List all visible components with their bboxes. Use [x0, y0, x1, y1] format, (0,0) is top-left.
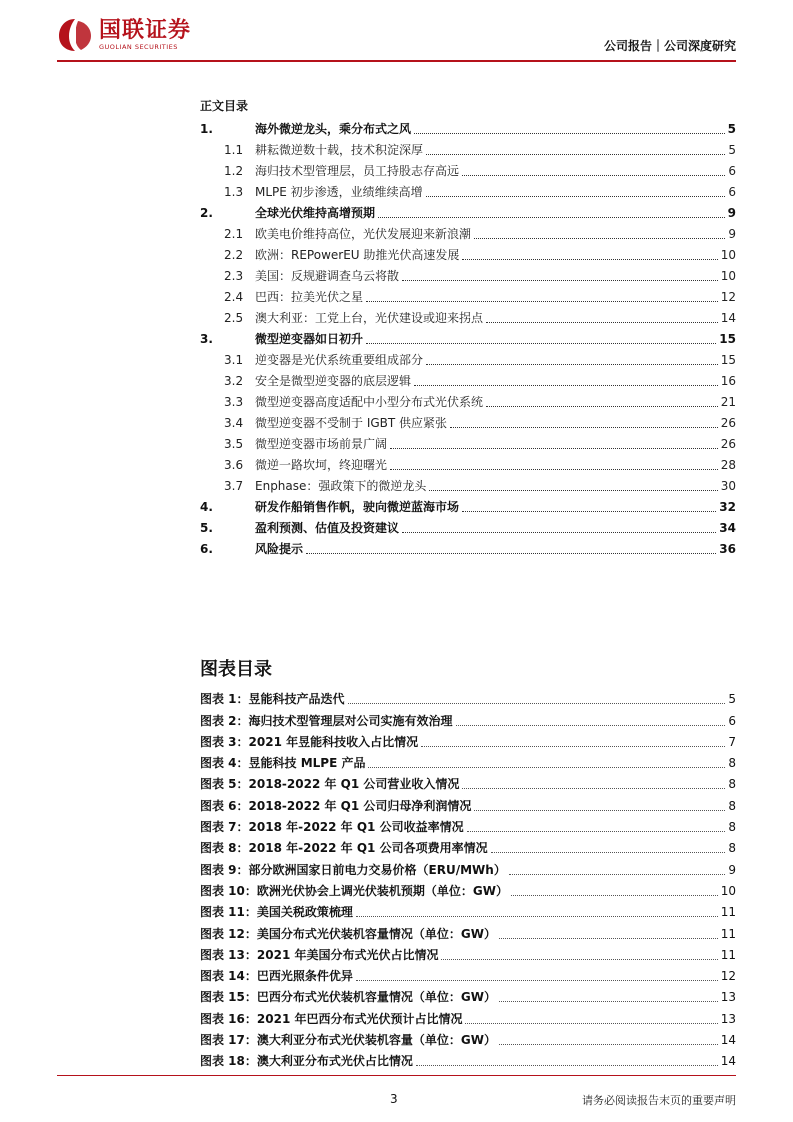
chart-entry-label: 图表 12： — [200, 926, 257, 941]
chart-entry-title: 巴西分布式光伏装机容量情况（单位：GW） — [256, 990, 496, 1005]
toc-entry[interactable] — [200, 431, 736, 452]
chart-entry-page: 5 — [728, 692, 736, 707]
toc-entry-number: 2.1 — [224, 227, 244, 241]
chart-entry-label: 图表 17： — [200, 1033, 257, 1048]
chart-entry-label: 图表 8： — [200, 841, 249, 856]
toc-entry-leader — [402, 280, 718, 281]
toc-entry-leader — [414, 133, 725, 134]
toc-entry-title: 海外微逆龙头，乘分布式之风 — [255, 122, 412, 136]
toc-entry[interactable] — [200, 389, 736, 410]
chart-entry-leader — [499, 1044, 718, 1045]
toc-entry-title: 逆变器是光伏系统重要组成部分 — [255, 353, 424, 367]
logo-chinese-name: 国联证券 — [99, 18, 192, 43]
chart-entry-page: 7 — [728, 734, 736, 749]
chart-entry-title: 2018-2022 年 Q1 公司营业收入情况 — [248, 777, 460, 792]
toc-entry[interactable] — [200, 137, 736, 158]
page-number: 3 — [390, 1092, 398, 1106]
toc-entry-leader — [462, 259, 717, 260]
toc-entry-leader — [414, 385, 718, 386]
chart-entry-title: 澳大利亚分布式光伏装机容量（单位：GW） — [256, 1033, 496, 1048]
chart-entry-title: 2018 年-2022 年 Q1 公司收益率情况 — [248, 820, 464, 835]
chart-entry-title: 巴西光照条件优异 — [256, 969, 353, 984]
toc-entry-page: 10 — [720, 269, 736, 283]
chart-index-entry[interactable] — [200, 984, 736, 1005]
chart-entry-leader — [467, 831, 726, 832]
chart-entry-leader — [368, 767, 725, 768]
toc-entry-leader — [429, 490, 717, 491]
toc-entry-leader — [378, 217, 725, 218]
disclaimer-note: 请务必阅读报告末页的重要声明 — [582, 1094, 736, 1107]
toc-entry[interactable] — [200, 494, 736, 515]
chart-entry-label: 图表 14： — [200, 969, 257, 984]
toc-entry-page: 26 — [720, 437, 736, 451]
chart-index-entry[interactable] — [200, 1048, 736, 1069]
chart-index-heading: 图表目录 — [200, 659, 272, 680]
chart-entry-page: 13 — [720, 990, 736, 1005]
chart-entry-page: 11 — [720, 926, 736, 941]
toc-entry-title: 海归技术型管理层，员工持股志存高远 — [255, 164, 460, 178]
toc-entry-leader — [486, 322, 718, 323]
toc-entry-page: 9 — [728, 227, 736, 241]
toc-entry-page: 34 — [719, 521, 736, 535]
toc-entry-page: 5 — [727, 122, 736, 136]
toc-entry-number: 3.3 — [224, 395, 244, 409]
chart-entry-page: 14 — [720, 1033, 736, 1048]
chart-index-entry[interactable] — [200, 750, 736, 771]
chart-entry-label: 图表 3： — [200, 734, 249, 749]
toc-entry[interactable] — [200, 242, 736, 263]
toc-entry-title: 欧洲：REPowerEU 助推光伏高速发展 — [255, 248, 460, 262]
toc-entry-number: 4. — [200, 500, 213, 514]
toc-entry-title: 巴西：拉美光伏之星 — [255, 290, 364, 304]
toc-entry-page: 36 — [719, 542, 736, 556]
chart-entry-title: 海归技术型管理层对公司实施有效治理 — [248, 713, 453, 728]
toc-entry-leader — [426, 196, 726, 197]
chart-entry-title: 美国关税政策梳理 — [256, 905, 353, 920]
header-divider — [57, 60, 736, 62]
toc-entry-leader — [426, 364, 718, 365]
toc-heading: 正文目录 — [200, 99, 249, 113]
chart-entry-leader — [421, 746, 725, 747]
toc-entry-leader — [462, 175, 725, 176]
chart-entry-leader — [462, 788, 725, 789]
toc-entry-title: 微逆一路坎坷，终迎曙光 — [255, 458, 388, 472]
toc-entry-number: 3.1 — [224, 353, 244, 367]
toc-entry[interactable] — [200, 116, 736, 137]
chart-index-entry[interactable] — [200, 771, 736, 792]
toc-entry-title: 美国：反规避调查乌云将散 — [255, 269, 400, 283]
toc-entry[interactable] — [200, 347, 736, 368]
toc-list — [200, 116, 736, 557]
toc-entry-leader — [474, 238, 725, 239]
chart-index-entry[interactable] — [200, 920, 736, 941]
toc-entry-title: 全球光伏维持高增预期 — [255, 206, 376, 220]
toc-entry-page: 15 — [720, 353, 736, 367]
chart-index-entry[interactable] — [200, 707, 736, 728]
chart-entry-title: 欧洲光伏协会上调光伏装机预期（单位：GW） — [256, 883, 508, 898]
toc-entry[interactable] — [200, 410, 736, 431]
toc-entry-leader — [402, 532, 716, 533]
toc-entry-title: Enphase：强政策下的微逆龙头 — [255, 479, 427, 493]
report-type: 公司报告｜公司深度研究 — [603, 39, 736, 53]
chart-index-entry[interactable] — [200, 1027, 736, 1048]
chart-entry-leader — [509, 874, 726, 875]
chart-entry-leader — [356, 980, 718, 981]
chart-entry-title: 昱能科技 MLPE 产品 — [248, 756, 366, 771]
toc-entry[interactable] — [200, 158, 736, 179]
toc-entry-leader — [390, 469, 718, 470]
toc-entry-number: 3.5 — [224, 437, 244, 451]
chart-entry-page: 12 — [720, 969, 736, 984]
chart-entry-page: 13 — [720, 1011, 736, 1026]
toc-entry[interactable] — [200, 515, 736, 536]
toc-entry-page: 9 — [727, 206, 736, 220]
toc-entry-title: 微型逆变器市场前景广阔 — [255, 437, 388, 451]
toc-entry-page: 21 — [720, 395, 736, 409]
chart-entry-page: 11 — [720, 947, 736, 962]
chart-entry-label: 图表 15： — [200, 990, 257, 1005]
chart-index-entry[interactable] — [200, 686, 736, 707]
toc-entry-number: 3.6 — [224, 458, 244, 472]
toc-entry-number: 2. — [200, 206, 213, 220]
chart-index-entry[interactable] — [200, 963, 736, 984]
toc-entry[interactable] — [200, 326, 736, 347]
toc-entry[interactable] — [200, 179, 736, 200]
toc-entry[interactable] — [200, 305, 736, 326]
company-logo — [57, 17, 191, 53]
chart-entry-page: 8 — [728, 820, 736, 835]
chart-entry-leader — [511, 895, 718, 896]
toc-entry-number: 3. — [200, 332, 213, 346]
chart-entry-page: 10 — [720, 883, 736, 898]
chart-entry-leader — [499, 1001, 718, 1002]
toc-entry-page: 28 — [720, 458, 736, 472]
toc-entry-title: 风险提示 — [255, 542, 304, 556]
chart-entry-label: 图表 1： — [200, 692, 249, 707]
chart-entry-title: 2018 年-2022 年 Q1 公司各项费用率情况 — [248, 841, 488, 856]
chart-index-entry[interactable] — [200, 1005, 736, 1026]
chart-entry-page: 8 — [728, 777, 736, 792]
chart-index-entry[interactable] — [200, 878, 736, 899]
toc-entry-number: 1.3 — [224, 185, 244, 199]
guolian-logo-icon — [57, 17, 93, 53]
chart-entry-page: 11 — [720, 905, 736, 920]
toc-entry-leader — [462, 511, 716, 512]
chart-index-entry[interactable] — [200, 792, 736, 813]
toc-entry-page: 5 — [728, 143, 736, 157]
chart-entry-leader — [499, 938, 718, 939]
toc-entry-page: 30 — [720, 479, 736, 493]
toc-entry-page: 32 — [719, 500, 736, 514]
toc-entry-title: 安全是微型逆变器的底层逻辑 — [255, 374, 412, 388]
chart-entry-page: 14 — [720, 1054, 736, 1069]
chart-index-list — [200, 686, 736, 1069]
toc-entry[interactable] — [200, 452, 736, 473]
chart-entry-label: 图表 11： — [200, 905, 257, 920]
chart-index-entry[interactable] — [200, 729, 736, 750]
chart-entry-label: 图表 5： — [200, 777, 249, 792]
chart-entry-title: 澳大利亚分布式光伏占比情况 — [256, 1054, 413, 1069]
chart-entry-page: 6 — [728, 713, 736, 728]
toc-entry[interactable] — [200, 473, 736, 494]
toc-entry-title: 研发作船销售作帆，驶向微逆蓝海市场 — [255, 500, 460, 514]
toc-entry-leader — [486, 406, 718, 407]
toc-entry-number: 2.5 — [224, 311, 244, 325]
toc-entry[interactable] — [200, 200, 736, 221]
toc-entry-page: 16 — [720, 374, 736, 388]
toc-entry-title: 耕耘微逆数十载，技术积淀深厚 — [255, 143, 424, 157]
logo-english-name: GUOLIAN SECURITIES — [99, 43, 178, 51]
chart-entry-label: 图表 2： — [200, 713, 249, 728]
toc-entry-page: 12 — [720, 290, 736, 304]
toc-entry-title: 欧美电价维持高位，光伏发展迎来新浪潮 — [255, 227, 472, 241]
chart-entry-title: 部分欧洲国家日前电力交易价格（ERU/MWh） — [248, 862, 506, 877]
chart-entry-leader — [465, 1023, 717, 1024]
chart-entry-leader — [491, 852, 726, 853]
chart-entry-page: 8 — [728, 841, 736, 856]
toc-entry-leader — [450, 427, 718, 428]
toc-entry[interactable] — [200, 284, 736, 305]
chart-entry-leader — [348, 703, 726, 704]
toc-entry-leader — [306, 553, 716, 554]
toc-entry-number: 2.3 — [224, 269, 244, 283]
toc-entry-leader — [366, 343, 716, 344]
toc-entry-title: 微型逆变器高度适配中小型分布式光伏系统 — [255, 395, 484, 409]
chart-entry-title: 2021 年巴西分布式光伏预计占比情况 — [256, 1011, 463, 1026]
chart-index-entry[interactable] — [200, 814, 736, 835]
chart-entry-leader — [356, 916, 718, 917]
toc-entry-number: 2.4 — [224, 290, 244, 304]
toc-entry-title: 微型逆变器不受制于 IGBT 供应紧张 — [255, 416, 448, 430]
toc-entry-page: 6 — [728, 185, 736, 199]
toc-entry-number: 5. — [200, 521, 213, 535]
toc-entry-page: 14 — [720, 311, 736, 325]
chart-entry-title: 2021 年美国分布式光伏占比情况 — [256, 947, 439, 962]
chart-index-entry[interactable] — [200, 942, 736, 963]
footer-divider — [57, 1075, 736, 1076]
toc-entry[interactable] — [200, 221, 736, 242]
toc-entry-leader — [426, 154, 725, 155]
toc-entry-title: 盈利预测、估值及投资建议 — [255, 521, 400, 535]
chart-entry-leader — [416, 1065, 718, 1066]
chart-index-entry[interactable] — [200, 899, 736, 920]
chart-index-entry[interactable] — [200, 835, 736, 856]
toc-entry-title: 澳大利亚：工党上台，光伏建设或迎来拐点 — [255, 311, 484, 325]
chart-entry-label: 图表 10： — [200, 883, 257, 898]
chart-entry-label: 图表 4： — [200, 756, 249, 771]
toc-entry-number: 6. — [200, 542, 213, 556]
toc-entry-leader — [366, 301, 718, 302]
toc-entry-page: 6 — [728, 164, 736, 178]
toc-entry-page: 26 — [720, 416, 736, 430]
chart-entry-title: 昱能科技产品迭代 — [248, 692, 345, 707]
chart-entry-label: 图表 16： — [200, 1011, 257, 1026]
page-header — [0, 0, 793, 64]
chart-entry-title: 2021 年昱能科技收入占比情况 — [248, 734, 419, 749]
toc-entry-page: 15 — [719, 332, 736, 346]
chart-entry-title: 美国分布式光伏装机容量情况（单位：GW） — [256, 926, 496, 941]
chart-entry-label: 图表 13： — [200, 947, 257, 962]
toc-entry-title: 微型逆变器如日初升 — [255, 332, 364, 346]
toc-entry-number: 3.2 — [224, 374, 244, 388]
chart-entry-label: 图表 6： — [200, 798, 249, 813]
toc-entry-number: 3.4 — [224, 416, 244, 430]
chart-entry-label: 图表 9： — [200, 862, 249, 877]
toc-entry[interactable] — [200, 263, 736, 284]
toc-entry[interactable] — [200, 368, 736, 389]
toc-entry-number: 1. — [200, 122, 213, 136]
chart-index-entry[interactable] — [200, 856, 736, 877]
toc-entry-page: 10 — [720, 248, 736, 262]
toc-entry-number: 1.2 — [224, 164, 244, 178]
chart-entry-leader — [456, 725, 726, 726]
toc-entry-leader — [390, 448, 718, 449]
chart-entry-label: 图表 18： — [200, 1054, 257, 1069]
toc-entry-number: 3.7 — [224, 479, 244, 493]
chart-entry-page: 9 — [728, 862, 736, 877]
chart-entry-title: 2018-2022 年 Q1 公司归母净利润情况 — [248, 798, 472, 813]
toc-entry[interactable] — [200, 536, 736, 557]
toc-entry-title: MLPE 初步渗透，业绩维续高增 — [255, 185, 423, 199]
chart-entry-label: 图表 7： — [200, 820, 249, 835]
chart-entry-leader — [441, 959, 717, 960]
toc-entry-number: 1.1 — [224, 143, 244, 157]
chart-entry-leader — [474, 810, 725, 811]
chart-entry-page: 8 — [728, 798, 736, 813]
chart-entry-page: 8 — [728, 756, 736, 771]
toc-entry-number: 2.2 — [224, 248, 244, 262]
